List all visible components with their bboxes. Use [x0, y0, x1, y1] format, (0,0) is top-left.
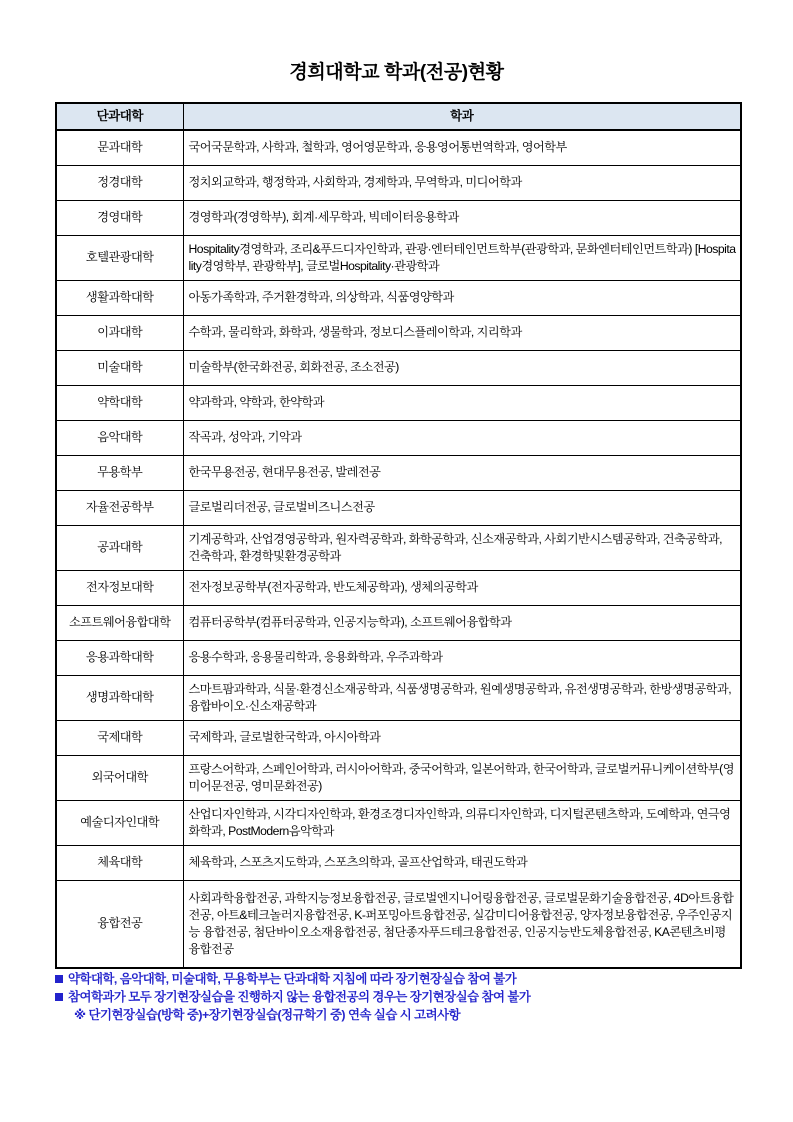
cell-departments: 전자정보공학부(전자공학과, 반도체공학과), 생체의공학과 — [183, 570, 741, 605]
cell-college: 융합전공 — [56, 880, 183, 968]
table-row — [56, 570, 741, 605]
cell-college: 호텔관광대학 — [56, 235, 183, 280]
page-title: 경희대학교 학과(전공)현황 — [289, 62, 504, 83]
cell-college: 예술디자인대학 — [56, 800, 183, 845]
cell-departments: 산업디자인학과, 시각디자인학과, 환경조경디자인학과, 의류디자인학과, 디지털콘텐츠학과, 도예학과, 연극영화학과, PostModern음악학과 — [183, 800, 741, 845]
cell-departments: 미술학부(한국화전공, 회화전공, 조소전공) — [183, 350, 741, 385]
footnote-text: 참여학과가 모두 장기현장실습을 진행하지 않는 융합전공의 경우는 장기현장실습 참여 불가 — [68, 989, 531, 1004]
table-row — [56, 640, 741, 675]
cell-college: 생명과학대학 — [56, 675, 183, 720]
cell-departments: 작곡과, 성악과, 기악과 — [183, 420, 741, 455]
table-header-row — [56, 103, 741, 130]
table-row — [56, 720, 741, 755]
cell-college: 소프트웨어융합대학 — [56, 605, 183, 640]
cell-departments: 수학과, 물리학과, 화학과, 생물학과, 정보디스플레이학과, 지리학과 — [183, 315, 741, 350]
cell-departments: 프랑스어학과, 스페인어학과, 러시아어학과, 중국어학과, 일본어학과, 한국어학과, 글로벌커뮤니케이션학부(영미어문전공, 영미문화전공) — [183, 755, 741, 800]
department-table-container — [0, 102, 793, 969]
cell-college: 음악대학 — [56, 420, 183, 455]
cell-college: 생활과학대학 — [56, 280, 183, 315]
table-row — [56, 130, 741, 166]
table-row — [56, 605, 741, 640]
cell-college: 외국어대학 — [56, 755, 183, 800]
cell-college: 전자정보대학 — [56, 570, 183, 605]
cell-departments: 정치외교학과, 행정학과, 사회학과, 경제학과, 무역학과, 미디어학과 — [183, 165, 741, 200]
cell-departments: 스마트팜과학과, 식물·환경신소재공학과, 식품생명공학과, 원예생명공학과, 유전생명공학과, 한방생명공학과, 융합바이오·신소재공학과 — [183, 675, 741, 720]
cell-departments: 컴퓨터공학부(컴퓨터공학과, 인공지능학과), 소프트웨어융합학과 — [183, 605, 741, 640]
table-row — [56, 235, 741, 280]
cell-college: 정경대학 — [56, 165, 183, 200]
table-row — [56, 675, 741, 720]
table-row — [56, 315, 741, 350]
cell-departments: 응용수학과, 응용물리학과, 응용화학과, 우주과학과 — [183, 640, 741, 675]
cell-departments: 체육학과, 스포츠지도학과, 스포츠의학과, 골프산업학과, 태권도학과 — [183, 845, 741, 880]
table-row — [56, 880, 741, 968]
footnote — [55, 989, 793, 1007]
cell-college: 국제대학 — [56, 720, 183, 755]
table-row — [56, 755, 741, 800]
table-row — [56, 200, 741, 235]
table-row — [56, 165, 741, 200]
cell-college: 약학대학 — [56, 385, 183, 420]
footnotes-section — [0, 969, 793, 1025]
cell-departments: 국제학과, 글로벌한국학과, 아시아학과 — [183, 720, 741, 755]
table-row — [56, 385, 741, 420]
table-row — [56, 350, 741, 385]
cell-college: 공과대학 — [56, 525, 183, 570]
reference-mark-icon: ※ — [74, 1007, 86, 1022]
cell-college: 경영대학 — [56, 200, 183, 235]
cell-departments: Hospitality경영학과, 조리&푸드디자인학과, 관광·엔터테인먼트학부(관광학과, 문화엔터테인먼트학과) [Hospitality경영학부, 관광학부], 글로벌Hospitality·관광학과 — [183, 235, 741, 280]
footnote — [55, 1007, 793, 1025]
cell-college: 문과대학 — [56, 130, 183, 166]
table-row — [56, 845, 741, 880]
cell-college: 체육대학 — [56, 845, 183, 880]
table-row — [56, 280, 741, 315]
table-row — [56, 455, 741, 490]
cell-departments: 한국무용전공, 현대무용전공, 발레전공 — [183, 455, 741, 490]
footnote-text: 단기현장실습(방학 중)+장기현장실습(정규학기 중) 연속 실습 시 고려사항 — [88, 1007, 461, 1022]
column-header-departments: 학과 — [183, 103, 741, 130]
column-header-college: 단과대학 — [56, 103, 183, 130]
cell-departments: 사회과학융합전공, 과학지능정보융합전공, 글로벌엔지니어링융합전공, 글로벌문화기술융합전공, 4D아트융합전공, 아트&테크놀러지융합전공, K-퍼포밍아트융합전공, 실감미디어융합전공, 양자정보융합전공, 우주인공지능 융합전공, 첨단바이오소재융합전공, 첨단종자푸드테크융합전공, 인공지능반도체융합전공, KA콘텐츠비평융합전공 — [183, 880, 741, 968]
table-row — [56, 800, 741, 845]
cell-departments: 아동가족학과, 주거환경학과, 의상학과, 식품영양학과 — [183, 280, 741, 315]
square-bullet-icon — [55, 993, 63, 1001]
cell-college: 이과대학 — [56, 315, 183, 350]
cell-college: 응용과학대학 — [56, 640, 183, 675]
table-body — [56, 130, 741, 968]
department-table — [55, 102, 742, 969]
cell-college: 미술대학 — [56, 350, 183, 385]
cell-departments: 국어국문학과, 사학과, 철학과, 영어영문학과, 응용영어통번역학과, 영어학부 — [183, 130, 741, 166]
cell-departments: 글로벌리더전공, 글로벌비즈니스전공 — [183, 490, 741, 525]
cell-departments: 기계공학과, 산업경영공학과, 원자력공학과, 화학공학과, 신소재공학과, 사회기반시스템공학과, 건축공학과, 건축학과, 환경학및환경공학과 — [183, 525, 741, 570]
cell-departments: 경영학과(경영학부), 회계·세무학과, 빅데이터응용학과 — [183, 200, 741, 235]
footnote-text: 약학대학, 음악대학, 미술대학, 무용학부는 단과대학 지침에 따라 장기현장실습 참여 불가 — [68, 971, 517, 986]
cell-departments: 약과학과, 약학과, 한약학과 — [183, 385, 741, 420]
table-row — [56, 420, 741, 455]
square-bullet-icon — [55, 975, 63, 983]
cell-college: 무용학부 — [56, 455, 183, 490]
table-header — [56, 103, 741, 130]
table-row — [56, 525, 741, 570]
footnote — [55, 971, 793, 989]
cell-college: 자율전공학부 — [56, 490, 183, 525]
table-row — [56, 490, 741, 525]
